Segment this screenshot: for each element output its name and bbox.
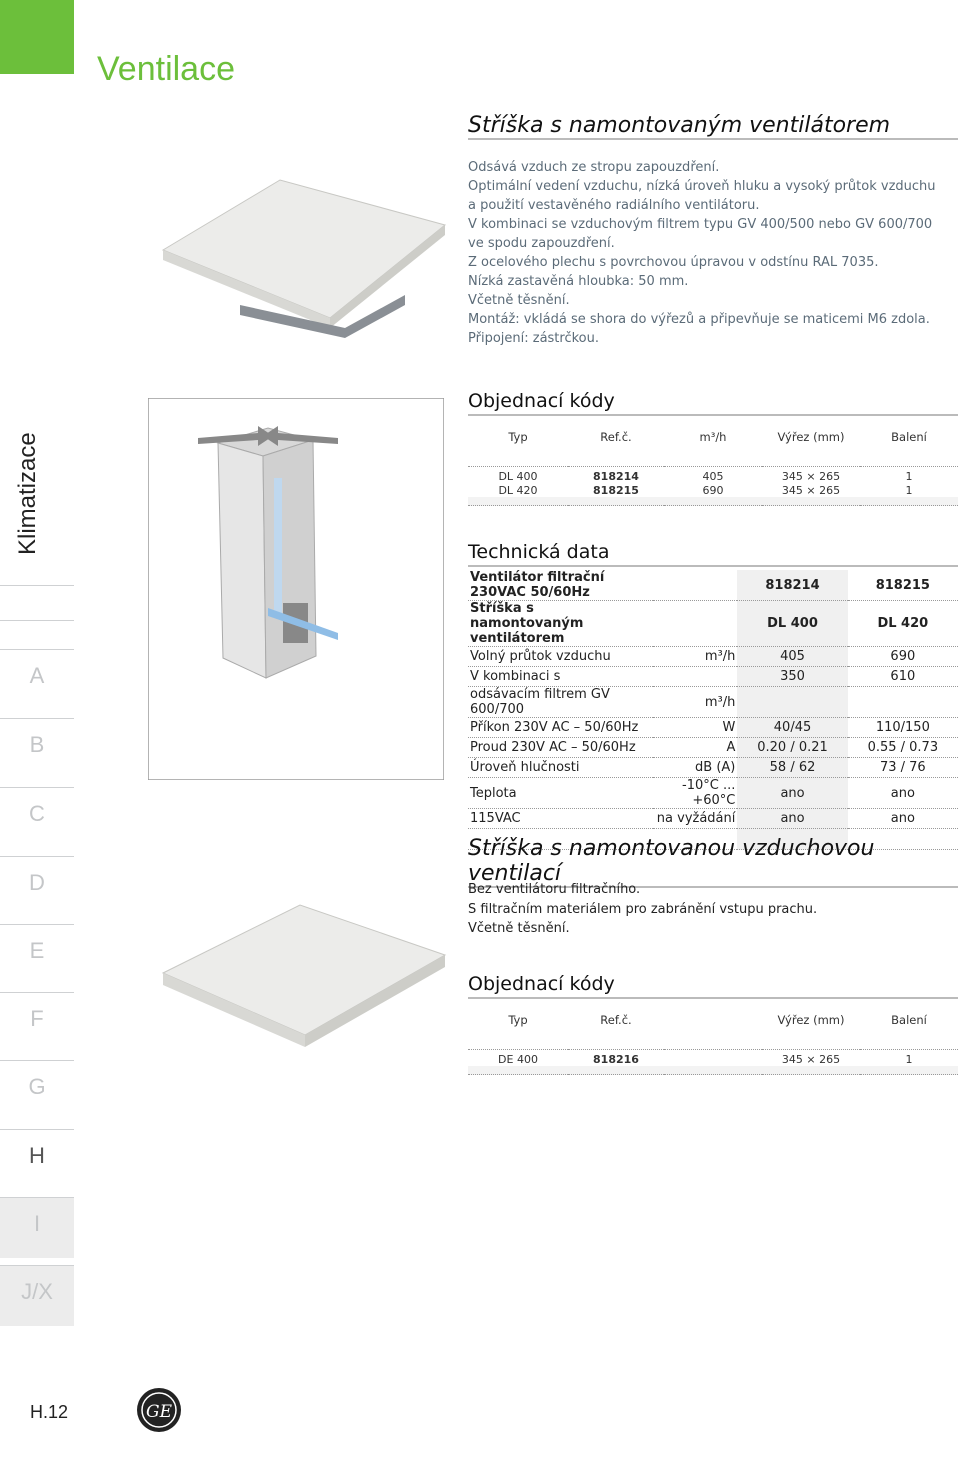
tech-value-2: 690 bbox=[848, 647, 958, 667]
order-codes-title-1: Objednací kódy bbox=[468, 390, 958, 416]
tech-label: 115VAC bbox=[468, 809, 653, 829]
page-title: Ventilace bbox=[97, 50, 235, 88]
order-table-2 bbox=[468, 1013, 958, 1075]
description-line: ve spodu zapouzdření. bbox=[468, 236, 615, 251]
roof-vent-image bbox=[155, 895, 455, 1065]
description-line: V kombinaci se vzduchovým filtrem typu GV 400/500 nebo GV 600/700 bbox=[468, 217, 933, 232]
table-row bbox=[468, 483, 958, 497]
order-cell bbox=[664, 1052, 762, 1066]
page-number: H.12 bbox=[30, 1402, 69, 1422]
brand-color-block bbox=[0, 0, 74, 74]
order-cell: DL 400 bbox=[498, 469, 538, 483]
tech-unit: na vyžádání bbox=[653, 809, 738, 829]
tech-value-1: 350 bbox=[737, 667, 847, 687]
tech-label: V kombinaci s bbox=[468, 667, 653, 687]
roof-fan-image bbox=[155, 150, 455, 340]
tech-value-1: 40/45 bbox=[737, 718, 847, 738]
order-header: Ref.č. bbox=[600, 1013, 632, 1027]
description-line: Včetně těsnění. bbox=[468, 921, 570, 936]
sidebar-item-f: F bbox=[0, 992, 74, 1053]
tech-data-table bbox=[468, 570, 958, 850]
order-cell: 818216 bbox=[593, 1052, 639, 1066]
table-row bbox=[468, 687, 958, 718]
tech-unit: W bbox=[653, 718, 738, 738]
tech-value-2: DL 420 bbox=[848, 601, 958, 647]
order-cell: 1 bbox=[905, 483, 913, 497]
table-row bbox=[468, 778, 958, 809]
sidebar-item-e: E bbox=[0, 924, 74, 985]
logo-text: GE bbox=[146, 1402, 172, 1422]
table-row bbox=[468, 469, 958, 483]
section-title-1: Stříška s namontovaným ventilátorem bbox=[468, 113, 958, 140]
tech-value-2: 110/150 bbox=[848, 718, 958, 738]
order-cell: 345 × 265 bbox=[781, 1052, 841, 1066]
tech-value-2: 818215 bbox=[848, 570, 958, 601]
tech-unit bbox=[653, 601, 738, 647]
tech-value-2: 0.55 / 0.73 bbox=[848, 738, 958, 758]
sidebar-item-b: B bbox=[0, 718, 74, 779]
sidebar-item-g: G bbox=[0, 1060, 74, 1121]
order-header: Typ bbox=[508, 430, 528, 444]
tech-value-2: ano bbox=[848, 778, 958, 809]
order-cell: DE 400 bbox=[498, 1052, 538, 1066]
sidebar-item-c: C bbox=[0, 787, 74, 848]
tech-value-2: 610 bbox=[848, 667, 958, 687]
order-header: m³/h bbox=[699, 430, 727, 444]
tech-value-1: ano bbox=[737, 778, 847, 809]
tech-unit: dB (A) bbox=[653, 758, 738, 778]
description-line: a použití vestavěného radiálního ventilátoru. bbox=[468, 198, 760, 213]
order-cell: 818215 bbox=[593, 483, 639, 497]
tech-value-1: ano bbox=[737, 809, 847, 829]
order-header: Výřez (mm) bbox=[777, 1013, 845, 1027]
description-line: Bez ventilátoru filtračního. bbox=[468, 882, 641, 897]
tech-label: Stříška s namontovaným ventilátorem bbox=[468, 601, 653, 647]
order-header: Ref.č. bbox=[600, 430, 632, 444]
tech-value-1: 58 / 62 bbox=[737, 758, 847, 778]
order-cell: 345 × 265 bbox=[781, 469, 841, 483]
order-cell: 1 bbox=[905, 469, 913, 483]
order-codes-title-2: Objednací kódy bbox=[468, 973, 958, 999]
category-label: Klimatizace bbox=[14, 432, 41, 555]
order-cell: 1 bbox=[905, 1052, 913, 1066]
tech-value-1: 818214 bbox=[737, 570, 847, 601]
tech-unit bbox=[653, 570, 738, 601]
description-line: Nízká zastavěná hloubka: 50 mm. bbox=[468, 274, 689, 289]
tech-unit: m³/h bbox=[653, 647, 738, 667]
section1-description bbox=[468, 158, 958, 348]
tech-label: Ventilátor filtrační 230VAC 50/60Hz bbox=[468, 570, 653, 601]
table-row bbox=[468, 1052, 958, 1066]
table-row bbox=[468, 758, 958, 778]
description-line: Z ocelového plechu s povrchovou úpravou v odstínu RAL 7035. bbox=[468, 255, 879, 270]
order-header: Typ bbox=[508, 1013, 528, 1027]
ge-logo bbox=[136, 1387, 182, 1433]
tech-value-1 bbox=[737, 687, 847, 718]
description-line: Optimální vedení vzduchu, nízká úroveň hluku a vysoký průtok vzduchu bbox=[468, 179, 936, 194]
tech-unit: m³/h bbox=[653, 687, 738, 718]
sidebar-item-h: H bbox=[0, 1129, 74, 1190]
order-cell: 345 × 265 bbox=[781, 483, 841, 497]
table-row bbox=[468, 647, 958, 667]
sidebar-divider bbox=[0, 585, 74, 586]
description-line: Odsává vzduch ze stropu zapouzdření. bbox=[468, 160, 720, 175]
tech-unit bbox=[653, 667, 738, 687]
sidebar-divider bbox=[0, 620, 74, 621]
sidebar-item-j-x: J/X bbox=[0, 1265, 74, 1326]
airflow-diagram bbox=[148, 398, 444, 780]
table-row bbox=[468, 601, 958, 647]
order-cell: DL 420 bbox=[498, 483, 538, 497]
tech-label: odsávacím filtrem GV 600/700 bbox=[468, 687, 653, 718]
tech-label: Volný průtok vzduchu bbox=[468, 647, 653, 667]
tech-value-1: DL 400 bbox=[737, 601, 847, 647]
order-header: Výřez (mm) bbox=[777, 430, 845, 444]
tech-value-2 bbox=[848, 687, 958, 718]
tech-label: Úroveň hlučnosti bbox=[468, 758, 653, 778]
tech-data-title: Technická data bbox=[468, 541, 958, 567]
table-row bbox=[468, 667, 958, 687]
sidebar-item-a: A bbox=[0, 649, 74, 710]
sidebar-item-d: D bbox=[0, 856, 74, 917]
tech-unit: A bbox=[653, 738, 738, 758]
tech-label: Teplota bbox=[468, 778, 653, 809]
order-header bbox=[664, 1013, 762, 1050]
section-title-2: Stříška s namontovanou vzduchovou ventilací bbox=[468, 836, 958, 888]
order-header: Balení bbox=[891, 1013, 927, 1027]
tech-value-1: 0.20 / 0.21 bbox=[737, 738, 847, 758]
description-line: S filtračním materiálem pro zabránění vstupu prachu. bbox=[468, 901, 818, 917]
table-row bbox=[468, 718, 958, 738]
table-row bbox=[468, 809, 958, 829]
order-cell: 818214 bbox=[593, 469, 639, 483]
table-row bbox=[468, 738, 958, 758]
description-line: Připojení: zástrčkou. bbox=[468, 331, 600, 346]
section2-description bbox=[468, 880, 958, 939]
tech-value-1: 405 bbox=[737, 647, 847, 667]
tech-label: Příkon 230V AC – 50/60Hz bbox=[468, 718, 653, 738]
description-line: Včetně těsnění. bbox=[468, 293, 570, 308]
description-line: Montáž: vkládá se shora do výřezů a připevňuje se maticemi M6 zdola. bbox=[468, 312, 930, 327]
tech-value-2: 73 / 76 bbox=[848, 758, 958, 778]
order-cell: 405 bbox=[702, 469, 724, 483]
sidebar-item-i: I bbox=[0, 1197, 74, 1258]
tech-unit: -10°C ... +60°C bbox=[653, 778, 738, 809]
order-table-1 bbox=[468, 430, 958, 506]
order-header: Balení bbox=[891, 430, 927, 444]
tech-value-2: ano bbox=[848, 809, 958, 829]
tech-label: Proud 230V AC – 50/60Hz bbox=[468, 738, 653, 758]
order-cell: 690 bbox=[702, 483, 724, 497]
table-row bbox=[468, 570, 958, 601]
